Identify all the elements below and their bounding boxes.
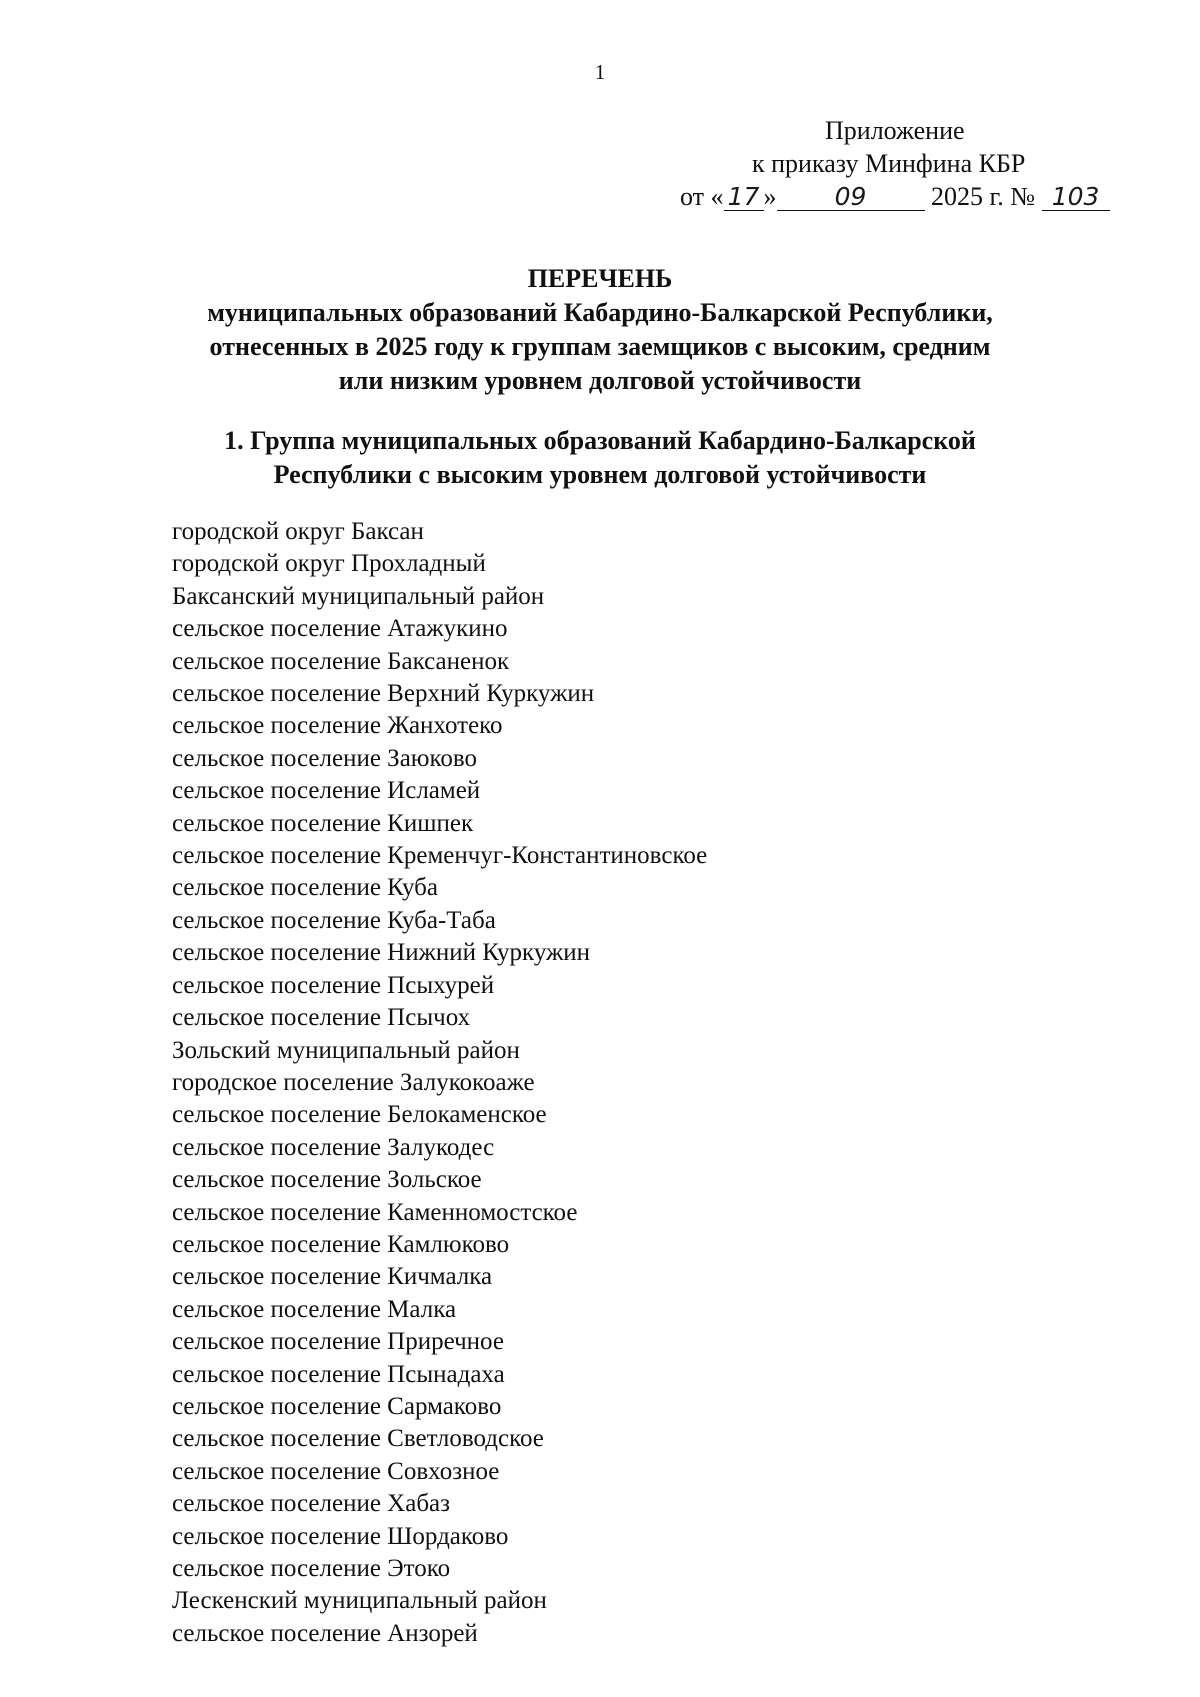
list-item: городской округ Баксан — [172, 518, 424, 545]
appendix-date-line — [640, 180, 1160, 213]
document-title — [0, 262, 1200, 398]
list-item: сельское поселение Этоко — [172, 1555, 451, 1582]
date-mid: » — [763, 182, 777, 211]
list-item: Баксанский муниципальный район — [172, 582, 545, 610]
list-item: сельское поселение Исламей — [172, 777, 481, 805]
date-month: 09 — [777, 184, 925, 211]
page-number: 1 — [594, 60, 606, 84]
title-line: отнесенных в 2025 году к группам заемщиков с высоким, средним — [209, 332, 991, 361]
list-item: Зольский муниципальный район — [172, 1036, 520, 1064]
appendix-block — [640, 114, 1160, 213]
list-item: городской округ Прохладный — [172, 550, 486, 578]
order-number: 103 — [1042, 184, 1110, 211]
list-item: сельское поселение Зольское — [172, 1166, 482, 1194]
list-item: Лескенский муниципальный район — [172, 1587, 547, 1615]
list-item: сельское поселение Светловодское — [172, 1425, 544, 1453]
list-item: сельское поселение Белокаменское — [172, 1101, 547, 1129]
title-line: или низким уровнем долговой устойчивости — [338, 366, 862, 395]
date-prefix: от « — [680, 182, 724, 211]
date-year: 2025 г. № — [924, 182, 1042, 211]
list-item: сельское поселение Заюково — [172, 744, 477, 772]
list-item: сельское поселение Шордаково — [172, 1522, 509, 1550]
list-item: сельское поселение Верхний Куркужин — [172, 680, 595, 708]
list-item: сельское поселение Малка — [172, 1295, 457, 1323]
section-heading — [0, 424, 1200, 492]
list-item: сельское поселение Кичмалка — [172, 1263, 493, 1291]
list-item: сельское поселение Псынадаха — [172, 1360, 505, 1388]
list-item: сельское поселение Кременчуг-Константиновское — [172, 842, 708, 870]
section-heading-line: 1. Группа муниципальных образований Кабардино-Балкарской — [224, 426, 976, 455]
list-item: сельское поселение Жанхотеко — [172, 712, 503, 740]
list-item: сельское поселение Баксаненок — [172, 647, 510, 675]
list-item: сельское поселение Сармаково — [172, 1392, 502, 1420]
list-item: сельское поселение Псычох — [172, 1004, 471, 1032]
title-line: муниципальных образований Кабардино-Балкарской Республики, — [207, 298, 993, 327]
municipality-list — [172, 516, 707, 1650]
title-heading: ПЕРЕЧЕНЬ — [527, 264, 673, 293]
list-item: сельское поселение Приречное — [172, 1328, 504, 1356]
list-item: городское поселение Залукокоаже — [172, 1068, 535, 1096]
appendix-order-ref: к приказу Минфина КБР — [752, 149, 1026, 178]
appendix-title: Приложение — [825, 116, 965, 145]
list-item: сельское поселение Анзорей — [172, 1619, 478, 1647]
list-item: сельское поселение Залукодес — [172, 1133, 495, 1161]
list-item: сельское поселение Куба-Таба — [172, 906, 496, 934]
list-item: сельское поселение Кишпек — [172, 809, 474, 837]
list-item: сельское поселение Нижний Куркужин — [172, 939, 591, 967]
date-day: 17 — [724, 184, 764, 211]
list-item: сельское поселение Куба — [172, 874, 438, 902]
list-item: сельское поселение Каменномостское — [172, 1198, 578, 1226]
list-item: сельское поселение Атажукино — [172, 615, 508, 643]
list-item: сельское поселение Псыхурей — [172, 971, 495, 999]
list-item: сельское поселение Камлюково — [172, 1230, 510, 1258]
section-heading-line: Республики с высоким уровнем долговой устойчивости — [273, 460, 927, 489]
list-item: сельское поселение Совхозное — [172, 1457, 500, 1485]
list-item: сельское поселение Хабаз — [172, 1490, 451, 1518]
